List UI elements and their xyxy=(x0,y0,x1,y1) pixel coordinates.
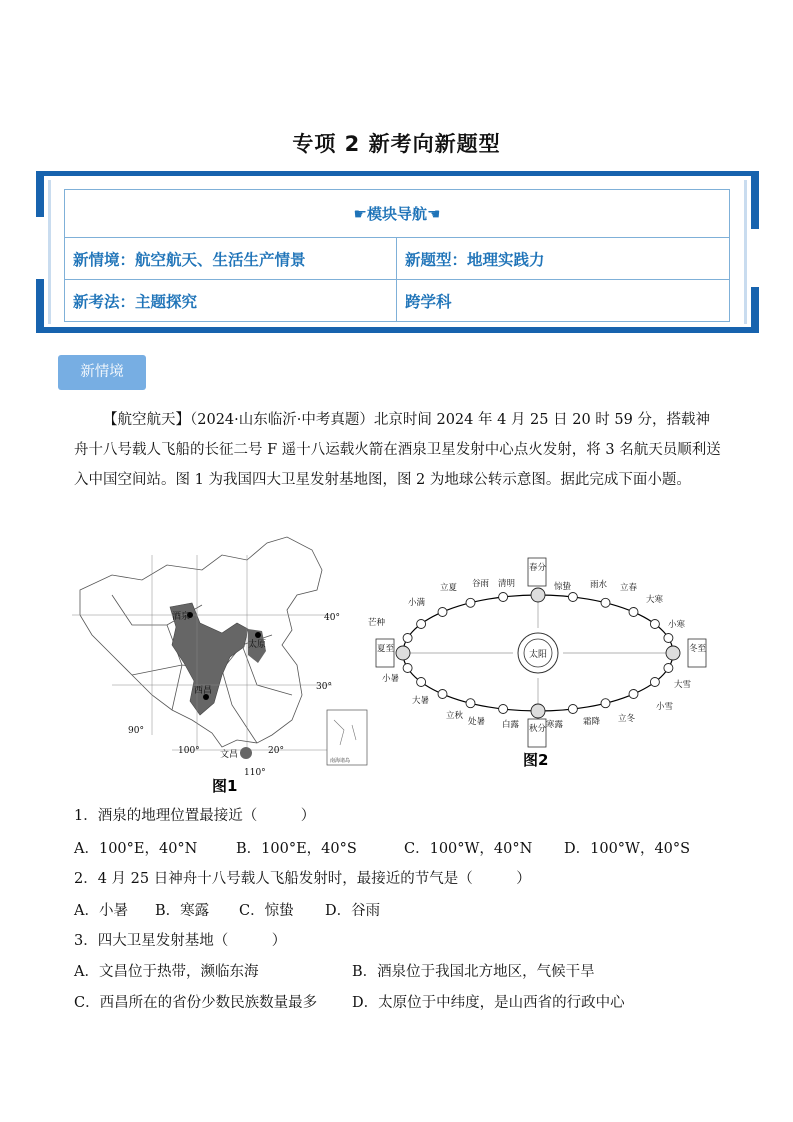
city-taiyuan: 太原 xyxy=(248,640,267,650)
orbit-dot-6 xyxy=(666,646,680,660)
module-navigation-table xyxy=(64,189,730,322)
intro-source: 【航空航天】（2024·山东临沂·中考真题） xyxy=(103,412,374,428)
orbit-dot-18 xyxy=(396,646,410,660)
q3-option-b: B．酒泉位于我国北方地区，气候干旱 xyxy=(352,964,595,980)
orbit-dot-15 xyxy=(438,690,447,699)
nav-header: ☛模块导航☚ xyxy=(65,190,730,238)
term-shuangjiang: 霜降 xyxy=(583,717,601,727)
q1-option-a: A．100°E，40°N xyxy=(74,841,198,857)
lon-110: 110° xyxy=(244,768,266,778)
q3-option-c: C．西昌所在的省份少数民族数量最多 xyxy=(74,995,318,1011)
fig2-caption: 图2 xyxy=(523,751,549,769)
orbit-dot-21 xyxy=(438,608,447,617)
city-xichang: 西昌 xyxy=(194,686,213,696)
nav-cell-new-context: 新情境：航空航天、生活生产情景 xyxy=(65,238,397,280)
orbit-dot-5 xyxy=(664,634,673,643)
orbit-dot-13 xyxy=(499,705,508,714)
term-qingming: 清明 xyxy=(498,579,516,589)
orbit-dot-17 xyxy=(403,664,412,673)
orbit-dot-2 xyxy=(601,598,610,607)
term-daxue: 大雪 xyxy=(674,680,692,690)
fig1-caption: 图1 xyxy=(212,777,238,795)
term-chunfen: 春分 xyxy=(529,563,547,573)
taiyuan-dot xyxy=(255,632,261,638)
term-dashu: 大暑 xyxy=(412,696,430,706)
term-qiufen: 秋分 xyxy=(529,724,547,734)
term-xiaoshu: 小暑 xyxy=(382,674,400,684)
orbit-dot-16 xyxy=(417,678,426,687)
lat-40: 40° xyxy=(324,613,340,623)
orbit-dot-8 xyxy=(650,678,659,687)
orbit-dot-9 xyxy=(629,690,638,699)
q1-option-b: B．100°E，40°S xyxy=(236,841,357,857)
sun-label: 太阳 xyxy=(529,650,548,660)
orbit-dot-7 xyxy=(664,664,673,673)
lat-30: 30° xyxy=(316,682,332,692)
term-bailu: 白露 xyxy=(502,720,520,730)
term-xiaohan: 小寒 xyxy=(668,620,686,630)
earth-revolution-diagram xyxy=(368,553,718,773)
q1-option-d: D．100°W，40°S xyxy=(564,841,691,857)
lon-100: 100° xyxy=(178,746,200,756)
orbit-dot-1 xyxy=(568,593,577,602)
term-liqiu: 立秋 xyxy=(446,711,464,721)
orbit-dot-12 xyxy=(531,704,545,718)
term-lixia: 立夏 xyxy=(440,583,458,593)
city-jiuquan: 酒泉 xyxy=(172,612,191,622)
q1-option-c: C．100°W，40°N xyxy=(404,841,533,857)
wenchang-dot xyxy=(240,747,252,759)
q2-option-c: C．惊蛰 xyxy=(239,903,294,919)
q2-option-b: B．寒露 xyxy=(155,903,210,919)
term-mangzhong: 芒种 xyxy=(368,618,386,628)
page-title: 专项 2 新考向新题型 xyxy=(292,132,501,156)
lon-90: 90° xyxy=(128,726,144,736)
term-dahan: 大寒 xyxy=(646,595,664,605)
nav-cell-new-question-type: 新题型：地理实践力 xyxy=(397,238,730,280)
q3-option-d: D．太原位于中纬度，是山西省的行政中心 xyxy=(352,995,625,1011)
orbit-dot-0 xyxy=(531,588,545,602)
orbit-dot-14 xyxy=(466,699,475,708)
city-wenchang: 文昌 xyxy=(220,750,239,760)
china-launch-sites-map xyxy=(72,535,372,795)
orbit-dot-11 xyxy=(568,705,577,714)
question-3-stem: 3．四大卫星发射基地（ ） xyxy=(74,933,287,949)
term-yushui: 雨水 xyxy=(590,580,608,590)
q2-option-a: A．小暑 xyxy=(74,903,128,919)
nav-cell-new-method: 新考法：主题探究 xyxy=(65,280,397,322)
intro-paragraph xyxy=(74,405,724,495)
orbit-dot-3 xyxy=(629,608,638,617)
term-chushu: 处暑 xyxy=(468,717,486,727)
question-2-stem: 2．4 月 25 日神舟十八号载人飞船发射时，最接近的节气是（ ） xyxy=(74,871,531,887)
inset-label: 南海诸岛 xyxy=(330,758,351,764)
south-sea-inset xyxy=(327,710,367,765)
orbit-dot-10 xyxy=(601,699,610,708)
term-jingzhe: 惊蛰 xyxy=(554,582,572,592)
section-tag: 新情境 xyxy=(58,355,146,390)
nav-cell-interdisciplinary: 跨学科 xyxy=(397,280,730,322)
orbit-dot-4 xyxy=(650,620,659,629)
orbit-dot-20 xyxy=(417,620,426,629)
q3-option-a: A．文昌位于热带，濒临东海 xyxy=(74,964,259,980)
term-xiazhi: 夏至 xyxy=(377,644,395,654)
orbit-dot-23 xyxy=(499,593,508,602)
orbit-dot-19 xyxy=(403,634,412,643)
lat-20: 20° xyxy=(268,746,284,756)
orbit-dot-22 xyxy=(466,598,475,607)
term-xiaoman: 小满 xyxy=(408,598,426,608)
q2-option-d: D．谷雨 xyxy=(325,903,381,919)
term-hanlu: 寒露 xyxy=(546,720,564,730)
term-lichun: 立春 xyxy=(620,583,638,593)
intro-text: 北京时间 2024 年 4 月 25 日 20 时 59 分，搭载神舟十八号载人飞船的长征二号 F 遥十八运载火箭在酒泉卫星发射中心点火发射，将 3 名航天员顺利送入中国空间站。图 1 为我国四大卫星发射基地图，图 2 为地球公转示意图。据此完成下面小题。 xyxy=(74,412,721,488)
term-lidong: 立冬 xyxy=(618,714,636,724)
term-xiaoxue: 小雪 xyxy=(656,702,674,712)
term-guyu: 谷雨 xyxy=(472,579,490,589)
term-dongzhi: 冬至 xyxy=(689,644,707,654)
question-1-stem: 1．酒泉的地理位置最接近（ ） xyxy=(74,808,316,824)
